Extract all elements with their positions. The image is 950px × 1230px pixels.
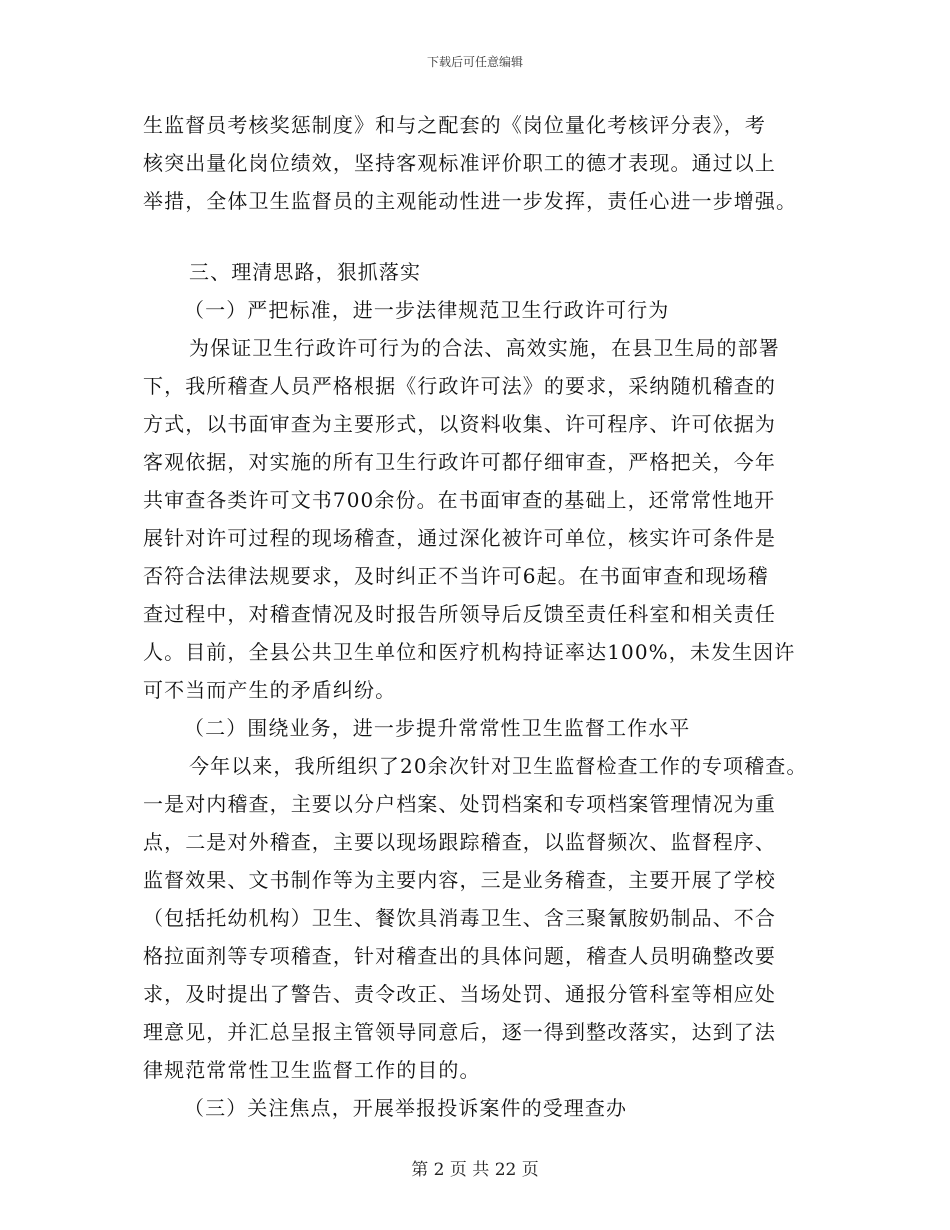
text-line: 可不当而产生的矛盾纠纷。 <box>143 678 397 702</box>
subsection-heading: （三）关注焦点，开展举报投诉案件的受理查办 <box>184 1096 628 1120</box>
text-line: 为保证卫生行政许可行为的合法、高效实施，在县卫生局的部署 <box>189 336 780 360</box>
text-line: 求，及时提出了警告、责令改正、当场处罚、通报分管科室等相应处 <box>143 982 776 1006</box>
subsection-heading: （二）围绕业务，进一步提升常常性卫生监督工作水平 <box>184 716 691 740</box>
text-line: 格拉面剂等专项稽查，针对稽查出的具体问题，稽查人员明确整改要 <box>143 944 776 968</box>
text-line: 查过程中，对稽查情况及时报告所领导后反馈至责任科室和相关责任 <box>143 602 776 626</box>
text-line: 核突出量化岗位绩效，坚持客观标准评价职工的德才表现。通过以上 <box>143 151 776 175</box>
text-line: 今年以来，我所组织了20余次针对卫生监督检查工作的专项稽查。 <box>189 754 808 778</box>
subsection-heading: （一）严把标准，进一步法律规范卫生行政许可行为 <box>184 298 670 322</box>
text-line: 客观依据，对实施的所有卫生行政许可都仔细审查，严格把关，今年 <box>143 450 776 474</box>
text-line: 共审查各类许可文书700余份。在书面审查的基础上，还常常性地开 <box>143 488 776 512</box>
text-line: 监督效果、文书制作等为主要内容，三是业务稽查，主要开展了学校 <box>143 868 776 892</box>
section-heading: 三、理清思路，狠抓落实 <box>189 260 422 284</box>
text-line: 否符合法律法规要求，及时纠正不当许可6起。在书面审查和现场稽 <box>143 564 769 588</box>
text-line: 一是对内稽查，主要以分户档案、处罚档案和专项档案管理情况为重 <box>143 792 776 816</box>
text-line: 展针对许可过程的现场稽查，通过深化被许可单位，核实许可条件是 <box>143 526 776 550</box>
text-line: 举措，全体卫生监督员的主观能动性进一步发挥，责任心进一步增强。 <box>143 189 798 213</box>
page-footer: 第 2 页 共 22 页 <box>411 1160 539 1180</box>
text-line: （包括托幼机构）卫生、餐饮具消毒卫生、含三聚氰胺奶制品、不合 <box>143 906 776 930</box>
text-line: 下，我所稽查人员严格根据《行政许可法》的要求，采纳随机稽查的 <box>143 374 776 398</box>
text-line: 方式，以书面审查为主要形式，以资料收集、许可程序、许可依据为 <box>143 412 776 436</box>
page-header: 下载后可任意编辑 <box>426 55 523 69</box>
text-line: 点，二是对外稽查，主要以现场跟踪稽查，以监督频次、监督程序、 <box>143 830 776 854</box>
text-line: 理意见，并汇总呈报主管领导同意后，逐一得到整改落实，达到了法 <box>143 1020 776 1044</box>
text-line: 生监督员考核奖惩制度》和与之配套的《岗位量化考核评分表》，考 <box>143 113 766 137</box>
text-line: 人。目前，全县公共卫生单位和医疗机构持证率达100%，未发生因许 <box>143 640 796 664</box>
text-line: 律规范常常性卫生监督工作的目的。 <box>143 1058 481 1082</box>
